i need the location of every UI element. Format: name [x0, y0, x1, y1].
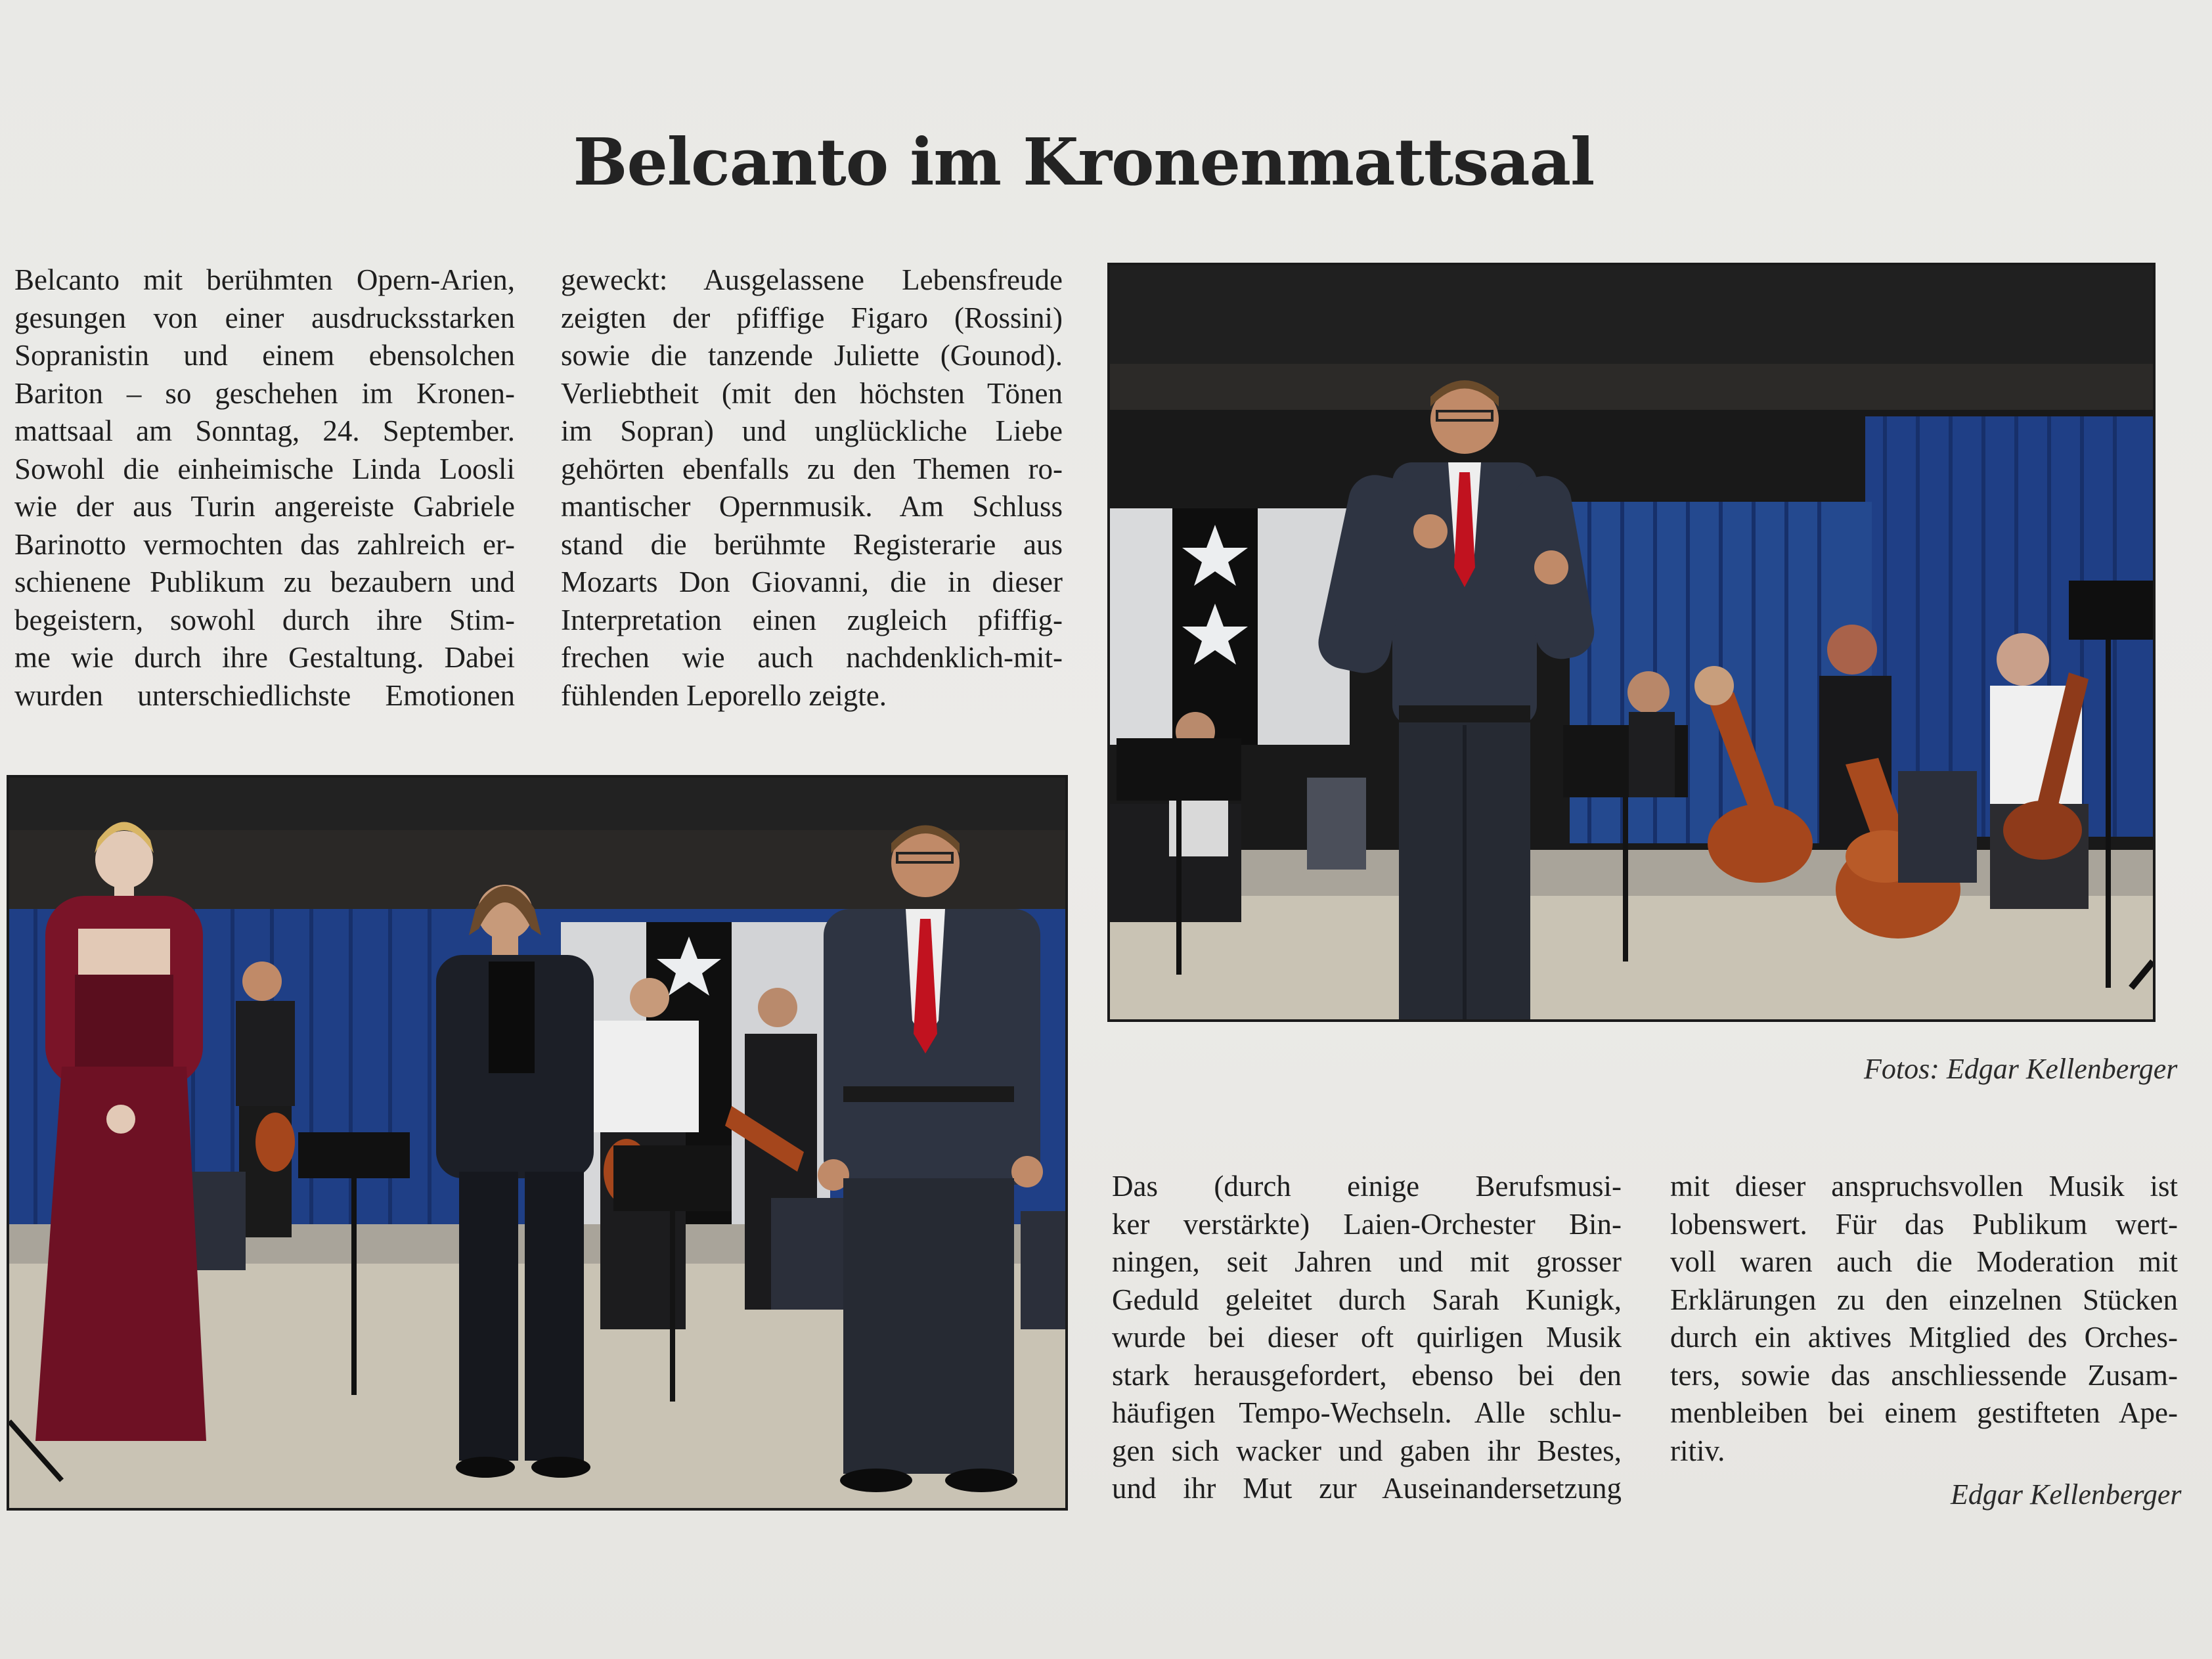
- text-line: Sowohl die einheimische Linda Loosli: [14, 452, 515, 485]
- text-line: schienene Publikum zu bezaubern und: [14, 565, 515, 598]
- text-line: Geduld geleitet durch Sarah Kunigk,: [1112, 1283, 1622, 1316]
- text-column-2: [561, 261, 1063, 715]
- text-line: Das (durch einige Berufsmusi-: [1112, 1170, 1622, 1203]
- text-line: ningen, seit Jahren und mit grosser: [1112, 1245, 1622, 1278]
- text-line: Erklärungen zu den einzelnen Stücken: [1670, 1283, 2178, 1316]
- text-line: mattsaal am Sonntag, 24. September.: [14, 414, 515, 447]
- text-line: mantischer Opernmusik. Am Schluss: [561, 490, 1063, 523]
- text-line: lobenswert. Für das Publikum wert-: [1670, 1207, 2178, 1241]
- text-line: Belcanto mit berühmten Opern-Arien,: [14, 263, 515, 296]
- article-headline: Belcanto im Kronenmattsaal: [573, 125, 1595, 200]
- text-line: ker verstärkte) Laien-Orchester Bin-: [1112, 1207, 1622, 1241]
- text-line: häufigen Tempo-Wechseln. Alle schlu-: [1112, 1396, 1622, 1429]
- text-line: frechen wie auch nachdenklich-mit-: [561, 641, 1063, 674]
- text-line: zeigten der pfiffige Figaro (Rossini): [561, 301, 1063, 334]
- photo-credit: Fotos: Edgar Kellenberger: [1864, 1053, 2178, 1085]
- text-line: stark herausgefordert, ebenso bei den: [1112, 1358, 1622, 1392]
- text-line: durch ein aktives Mitglied des Orches-: [1670, 1321, 2178, 1354]
- text-line: sowie die tanzende Juliette (Gounod).: [561, 339, 1063, 372]
- text-line: und ihr Mut zur Auseinandersetzung: [1112, 1472, 1622, 1505]
- text-column-3: [1112, 1168, 1622, 1508]
- text-line: menbleiben bei einem gestifteten Ape-: [1670, 1396, 2178, 1429]
- text-column-4: [1670, 1168, 2178, 1470]
- photo-baritone-orchestra: [1107, 263, 2156, 1022]
- text-line: gehörten ebenfalls zu den Themen ro-: [561, 452, 1063, 485]
- text-column-1: [14, 261, 515, 715]
- text-line: voll waren auch die Moderation mit: [1670, 1245, 2178, 1278]
- text-line: Mozarts Don Giovanni, die in dieser: [561, 565, 1063, 598]
- text-line: stand die berühmte Registerarie aus: [561, 527, 1063, 561]
- photo-soloists-conductor: [7, 775, 1068, 1511]
- text-line: Bariton – so geschehen im Kronen-: [14, 376, 515, 410]
- text-line: wurden unterschiedlichste Emotionen: [14, 678, 515, 712]
- text-line: mit dieser anspruchsvollen Musik ist: [1670, 1170, 2178, 1203]
- text-line: fühlenden Leporello zeigte.: [561, 678, 887, 712]
- text-line: wie der aus Turin angereiste Gabriele: [14, 490, 515, 523]
- text-line: ters, sowie das anschliessende Zusam-: [1670, 1358, 2178, 1392]
- text-line: wurde bei dieser oft quirligen Musik: [1112, 1321, 1622, 1354]
- text-line: Interpretation einen zugleich pfiffig-: [561, 603, 1063, 636]
- text-line: gesungen von einer ausdrucksstarken: [14, 301, 515, 334]
- text-line: Barinotto vermochten das zahlreich er-: [14, 527, 515, 561]
- text-line: begeistern, sowohl durch ihre Stim-: [14, 603, 515, 636]
- text-line: Verliebtheit (mit den höchsten Tönen: [561, 376, 1063, 410]
- text-line: im Sopran) und unglückliche Liebe: [561, 414, 1063, 447]
- text-line: me wie durch ihre Gestaltung. Dabei: [14, 641, 515, 674]
- text-line: geweckt: Ausgelassene Lebensfreude: [561, 263, 1063, 296]
- text-line: ritiv.: [1670, 1434, 1725, 1467]
- text-line: gen sich wacker und gaben ihr Bestes,: [1112, 1434, 1622, 1467]
- article-author: Edgar Kellenberger: [1951, 1478, 2182, 1511]
- text-line: Sopranistin und einem ebensolchen: [14, 339, 515, 372]
